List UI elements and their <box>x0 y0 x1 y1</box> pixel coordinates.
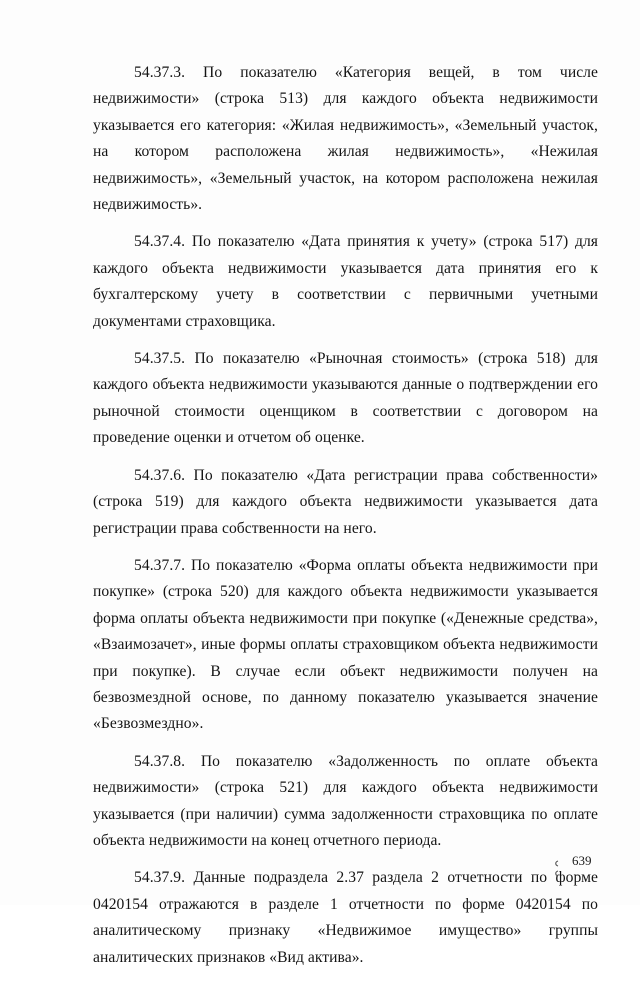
paragraph-54-37-3: 54.37.3. По показателю «Категория вещей, в том числе недвижимости» (строка 513) для каждого объекта недвижимости указывается его категория: «Жилая недвижимость», «Земельный участок, на котором расположена жилая недвижимость», «Нежилая недвижимость», «Земельный участок, на котором расположена нежилая недвижимость». <box>93 64 598 214</box>
scan-mark-icon <box>554 859 560 879</box>
paragraph-54-37-4: 54.37.4. По показателю «Дата принятия к учету» (строка 517) для каждого объекта недвижимости указывается дата принятия его к бухгалтерскому учету в соответствии с первичными учетными документами страховщика. <box>93 233 598 330</box>
paragraph-54-37-7: 54.37.7. По показателю «Форма оплаты объекта недвижимости при покупке» (строка 520) для каждого объекта недвижимости указывается форма оплаты объекта недвижимости при покупке («Денежные средства», «Взаимозачет», иные формы оплаты страховщиком объекта недвижимости при покупке). В случае если объект недвижимости получен на безвозмездной основе, по данному показателю указывается значение «Безвозмездно». <box>93 556 598 733</box>
page-number: 639 <box>572 853 592 868</box>
paragraph-54-37-6: 54.37.6. По показателю «Дата регистрации права собственности» (строка 519) для каждого объекта недвижимости указывается дата регистрации права собственности на него. <box>93 466 598 537</box>
page-body <box>93 60 598 982</box>
paragraph-54-37-9: 54.37.9. Данные подраздела 2.37 раздела 2 отчетности по форме 0420154 отражаются в разделе 1 отчетности по форме 0420154 по аналитическому признаку «Недвижимое имущество» группы аналитических признаков «Вид актива». <box>93 869 598 966</box>
paragraph-54-37-8: 54.37.8. По показателю «Задолженность по оплате объекта недвижимости» (строка 521) для каждого объекта недвижимости указывается (при наличии) сумма задолженности страховщика по оплате объекта недвижимости на конец отчетного периода. <box>93 752 598 849</box>
paragraph-54-37-5: 54.37.5. По показателю «Рыночная стоимость» (строка 518) для каждого объекта недвижимости указываются данные о подтверждении его рыночной стоимости оценщиком в соответствии с договором на проведение оценки и отчетом об оценке. <box>93 350 598 447</box>
